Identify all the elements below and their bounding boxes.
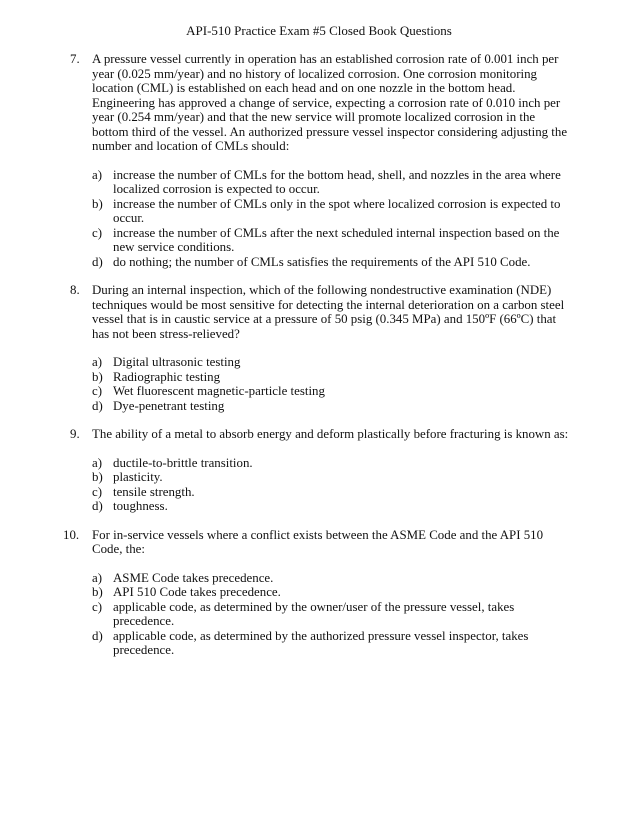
option-letter: a) <box>92 167 103 182</box>
answer-options <box>70 168 570 270</box>
option-text: Digital ultrasonic testing <box>113 355 241 369</box>
question-8 <box>70 283 570 413</box>
answer-option-a <box>92 571 570 586</box>
answer-option-b <box>92 370 570 385</box>
page-header: API-510 Practice Exam #5 Closed Book Questions <box>186 23 452 38</box>
option-text: applicable code, as determined by the owner/user of the pressure vessel, takes precedence. <box>113 599 515 628</box>
option-text: applicable code, as determined by the authorized pressure vessel inspector, takes precedence. <box>113 628 529 657</box>
question-stem <box>70 427 570 442</box>
question-list <box>63 52 570 672</box>
answer-option-c <box>92 384 570 399</box>
question-9 <box>70 427 570 514</box>
answer-option-d <box>92 629 570 658</box>
question-10 <box>63 527 570 658</box>
answer-options <box>70 355 570 413</box>
answer-option-a <box>92 355 570 370</box>
answer-option-a <box>92 168 570 197</box>
option-letter: a) <box>92 570 103 585</box>
option-text: Wet fluorescent magnetic-particle testing <box>113 384 325 398</box>
option-text: increase the number of CMLs for the bottom head, shell, and nozzles in the area where localized corrosion is expected to occur. <box>113 167 561 196</box>
answer-option-a <box>92 456 570 471</box>
option-letter: d) <box>92 628 103 643</box>
option-letter: b) <box>92 196 103 211</box>
option-text: ductile-to-brittle transition. <box>113 455 253 470</box>
option-letter: d) <box>92 254 103 269</box>
option-text: do nothing; the number of CMLs satisfies the requirements of the API 510 Code. <box>113 254 531 269</box>
option-text: increase the number of CMLs only in the spot where localized corrosion is expected to occur. <box>113 196 561 225</box>
option-text: plasticity. <box>113 470 163 484</box>
question-text: The ability of a metal to absorb energy and deform plastically before fracturing is known as: <box>92 427 569 441</box>
question-7 <box>70 52 570 269</box>
answer-option-c <box>92 600 570 629</box>
answer-option-b <box>92 585 570 600</box>
question-text: For in-service vessels where a conflict exists between the ASME Code and the API 510 Code, the: <box>92 527 544 556</box>
option-letter: b) <box>92 369 103 384</box>
option-text: tensile strength. <box>113 484 195 499</box>
option-text: toughness. <box>113 499 168 513</box>
question-stem <box>70 52 570 154</box>
answer-options <box>70 456 570 514</box>
question-text: During an internal inspection, which of the following nondestructive examination (NDE) techniques would be most sensitive for detecting the internal deterioration on a carbon steel vessel that is in caustic service at a pressure of 50 psig (0.345 MPa) and 150ºF (66ºC) that has not been stress-relieved? <box>92 283 565 341</box>
option-letter: a) <box>92 355 103 369</box>
option-letter: b) <box>92 470 103 484</box>
option-letter: d) <box>92 499 103 513</box>
question-number: 10. <box>63 527 80 542</box>
question-number: 9. <box>70 427 80 441</box>
answer-option-c <box>92 226 570 255</box>
question-stem <box>70 283 570 341</box>
option-letter: d) <box>92 398 103 413</box>
option-text: API 510 Code takes precedence. <box>113 585 281 599</box>
option-letter: a) <box>92 455 103 470</box>
option-text: increase the number of CMLs after the next scheduled internal inspection based on the new service conditions. <box>113 225 560 254</box>
option-text: ASME Code takes precedence. <box>113 570 274 585</box>
question-stem <box>63 527 570 557</box>
question-number: 7. <box>70 52 80 66</box>
answer-option-b <box>92 470 570 485</box>
answer-option-d <box>92 255 570 270</box>
answer-option-d <box>92 399 570 414</box>
question-number: 8. <box>70 283 80 297</box>
option-letter: c) <box>92 225 103 240</box>
answer-option-c <box>92 485 570 500</box>
option-letter: c) <box>92 599 103 614</box>
answer-option-b <box>92 197 570 226</box>
option-letter: c) <box>92 384 103 398</box>
option-letter: c) <box>92 484 103 499</box>
option-text: Dye-penetrant testing <box>113 398 225 413</box>
option-text: Radiographic testing <box>113 369 221 384</box>
answer-option-d <box>92 499 570 514</box>
answer-options <box>70 571 570 658</box>
option-letter: b) <box>92 585 103 599</box>
question-text: A pressure vessel currently in operation has an established corrosion rate of 0.001 inch per year (0.025 mm/year) and no history of localized corrosion. One corrosion monitoring location (CML) is established on each head and on one nozzle in the bottom head. Engineering has approved a change of service, expecting a corrosion rate of 0.010 inch per year (0.254 mm/year) and that the new service will promote localized corrosion in the bottom third of the vessel. An authorized pressure vessel inspector considering adjusting the number and location of CMLs should: <box>92 52 568 153</box>
